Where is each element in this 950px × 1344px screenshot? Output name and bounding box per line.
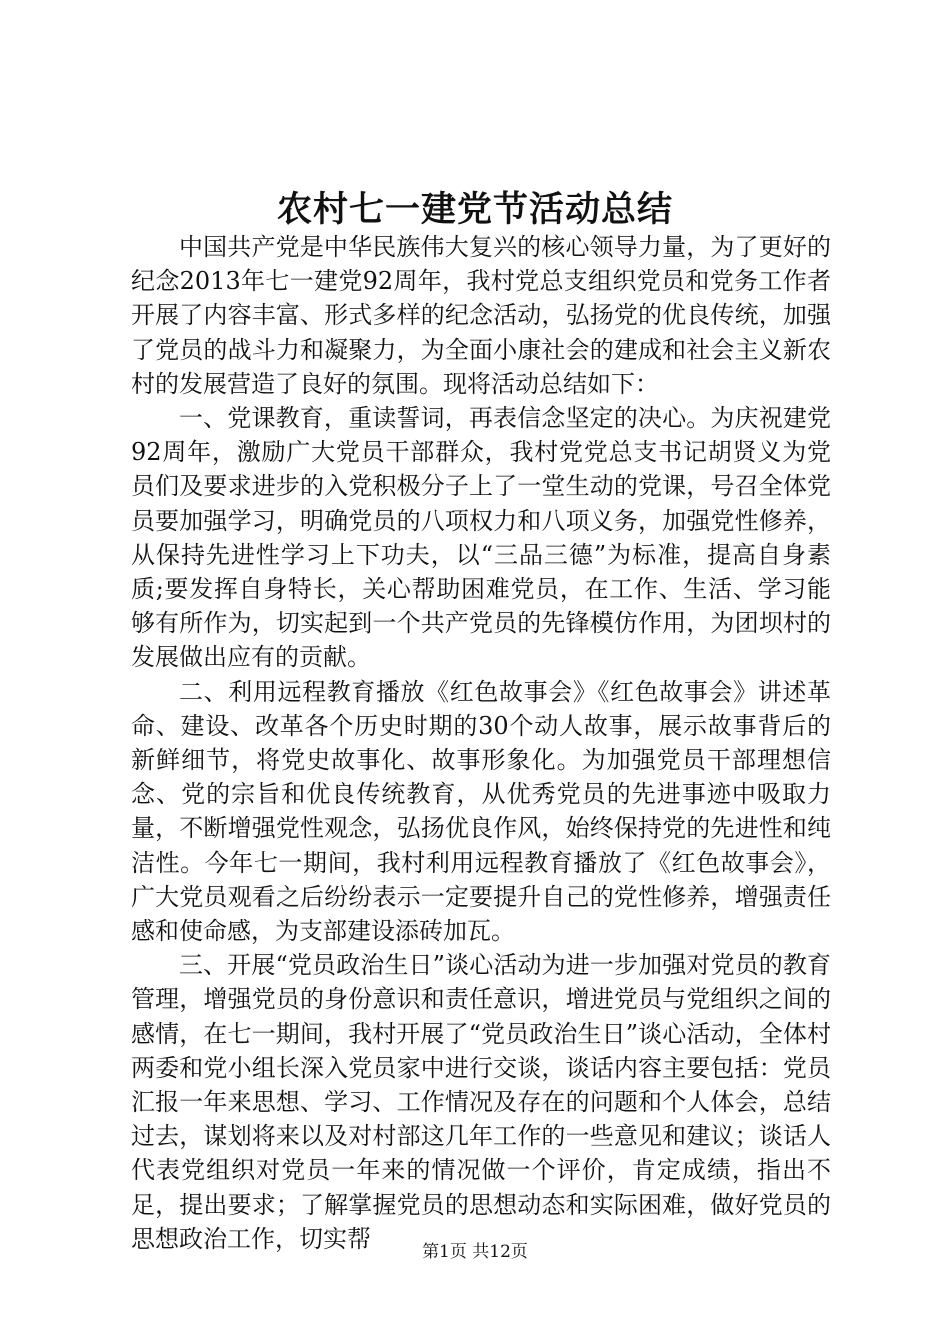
- paragraph-section-two: 二、利用远程教育播放《红色故事会》《红色故事会》讲述革命、建设、改革各个历史时期的30个动人故事，展示故事背后的新鲜细节，将党史故事化、故事形象化。为加强党员干部理想信念、党的宗旨和优良传统教育，从优秀党员的先进事迹中吸取力量，不断增强党性观念，弘扬优良作风，始终保持党的先进性和纯洁性。今年七一期间，我村利用远程教育播放了《红色故事会》，广大党员观看之后纷纷表示一定要提升自己的党性修养，增强责任感和使命感，为支部建设添砖加瓦。: [131, 677, 831, 946]
- paragraph-section-one: 一、党课教育，重读誓词，再表信念坚定的决心。为庆祝建党92周年，激励广大党员干部群众，我村党党总支书记胡贤义为党员们及要求进步的入党积极分子上了一堂生动的党课，号召全体党员要加强学习，明确党员的八项权力和八项义务，加强党性修养，从保持先进性学习上下功夫，以“三品三德”为标准，提高自身素质;要发挥自身特长，关心帮助困难党员，在工作、生活、学习能够有所作为，切实起到一个共产党员的先锋模仿作用，为团坝村的发展做出应有的贡献。: [131, 404, 831, 672]
- document-body: [131, 230, 831, 1256]
- paragraph-intro: 中国共产党是中华民族伟大复兴的核心领导力量，为了更好的纪念2013年七一建党92周年，我村党总支组织党员和党务工作者开展了内容丰富、形式多样的纪念活动，弘扬党的优良传统，加强了党员的战斗力和凝聚力，为全面小康社会的建成和社会主义新农村的发展营造了良好的氛围。现将活动总结如下：: [131, 233, 831, 398]
- page-number-footer: 第1页 共12页: [422, 1242, 528, 1262]
- document-title: 农村七一建党节活动总结: [276, 189, 673, 230]
- paragraph-section-three: 三、开展“党员政治生日”谈心活动为进一步加强对党员的教育管理，增强党员的身份意识和责任意识，增进党员与党组织之间的感情，在七一期间，我村开展了“党员政治生日”谈心活动，全体村两委和党小组长深入党员家中进行交谈，谈话内容主要包括：党员汇报一年来思想、学习、工作情况及存在的问题和个人体会，总结过去，谋划将来以及对村部这几年工作的一些意见和建议；谈话人代表党组织对党员一年来的情况做一个评价，肯定成绩，指出不足，提出要求；了解掌握党员的思想动态和实际困难，做好党员的思想政治工作，切实帮: [131, 951, 831, 1253]
